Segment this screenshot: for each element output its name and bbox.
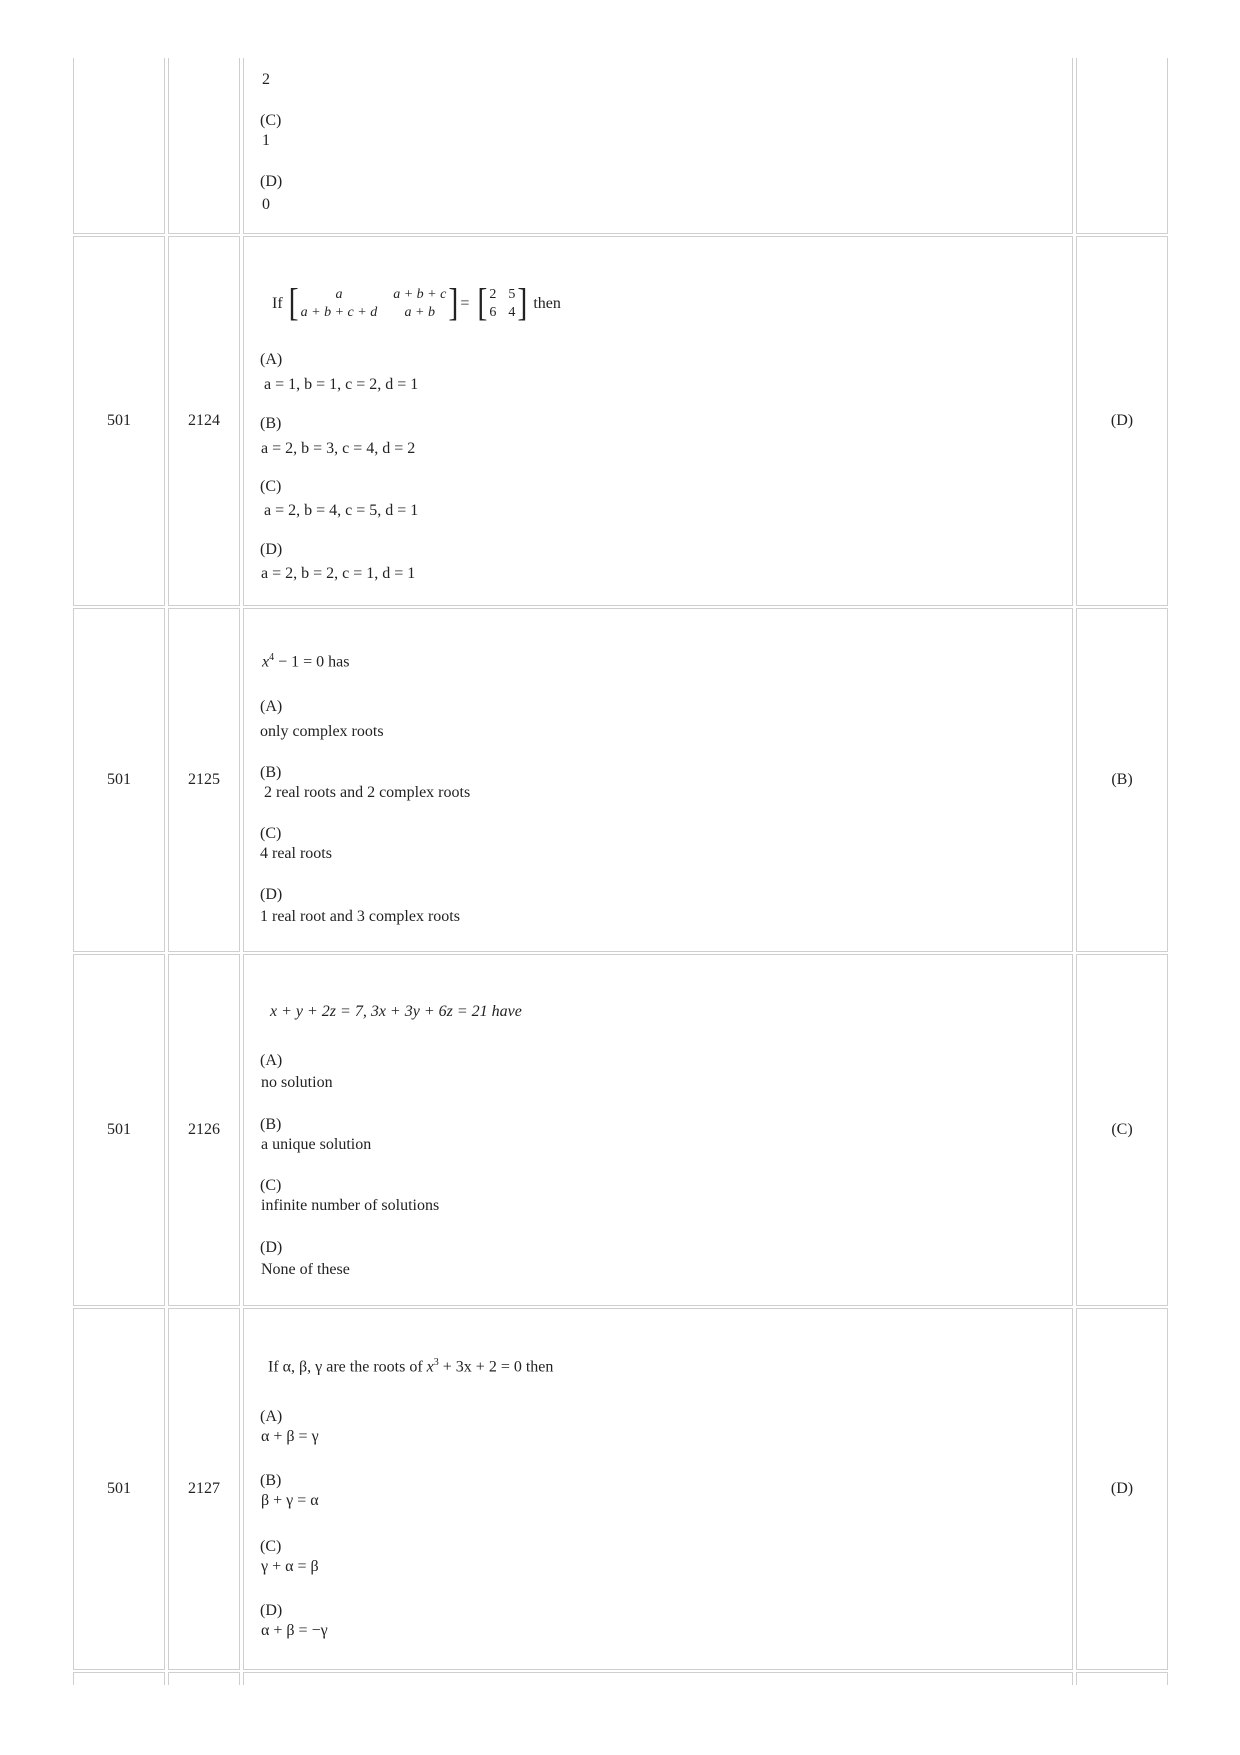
option-text: 0 [262,196,270,213]
qno-cell [168,954,240,1306]
bracket-left: [ [288,281,299,325]
table-row [73,608,1168,952]
matrix-left: [ a a + b + c a + b + c + d a + b ] [288,281,459,325]
question-cell [243,1672,1073,1685]
answer-cell [1076,236,1168,606]
answer-key: (D) [1110,412,1134,429]
option-letter: (D) [260,1602,283,1619]
question-number: 2126 [188,1121,220,1138]
option-letter: (B) [260,764,282,781]
answer-key: (C) [1111,1121,1133,1138]
paper-cell [73,1672,165,1685]
paper-cell [73,1308,165,1670]
option-letter: (B) [260,415,282,432]
answer-key: (D) [1110,1480,1134,1497]
table-row [73,236,1168,606]
paper-cell [73,608,165,952]
option-text: 2 [262,71,270,88]
option-letter: (D) [260,173,283,190]
option-letter: (B) [260,1472,282,1489]
answer-cell [1076,1672,1168,1685]
question-text: $x^4 - 1 = 0$ has [262,652,350,671]
question-number: 2125 [188,771,220,788]
table-row [73,58,1168,234]
qno-cell [168,608,240,952]
table-row [73,954,1168,1306]
option-letter: (B) [260,1116,282,1133]
question-number: 2124 [188,412,220,429]
paper-cell [73,236,165,606]
option-text: α + β = −γ [261,1622,328,1639]
question-cell [243,1308,1073,1670]
answer-key: (B) [1111,771,1133,788]
option-text: a = 2, b = 4, c = 5, d = 1 [264,502,419,519]
option-text: 4 real roots [260,845,332,862]
question-text: If α, β, γ are the roots of $x^3 + 3x + 2 = 0$ then [268,1357,554,1376]
answer-cell [1076,608,1168,952]
question-number: 2127 [188,1480,220,1497]
option-letter: (C) [260,1538,282,1555]
option-text: β + γ = α [261,1492,319,1509]
question-cell [243,236,1073,606]
option-letter: (A) [260,351,283,368]
bracket-right: ] [448,281,459,325]
paper-code: 501 [107,1480,131,1497]
question-cell [243,608,1073,952]
option-letter: (A) [260,698,283,715]
question-text: x + y + 2z = 7, 3x + 3y + 6z = 21 have [270,1003,522,1020]
option-letter: (C) [260,478,282,495]
option-text: no solution [261,1074,333,1091]
option-letter: (D) [260,541,283,558]
option-text: infinite number of solutions [261,1197,440,1214]
option-letter: (C) [260,825,282,842]
qno-cell [168,236,240,606]
option-text: a = 2, b = 2, c = 1, d = 1 [261,565,416,582]
question-text: If [ a a + b + c a + b + c + d a + b ] = [ 2 5 6 4 ] then [272,281,561,325]
option-letter: (D) [260,1239,283,1256]
paper-code: 501 [107,771,131,788]
qno-cell [168,1308,240,1670]
table-row [73,1672,1168,1685]
option-text: γ + α = β [261,1558,319,1575]
qno-cell [168,58,240,234]
answer-cell [1076,954,1168,1306]
option-letter: (C) [260,112,282,129]
option-text: a = 2, b = 3, c = 4, d = 2 [261,440,416,457]
paper-cell [73,58,165,234]
option-text: a = 1, b = 1, c = 2, d = 1 [264,376,419,393]
option-letter: (A) [260,1408,283,1425]
table-row [73,1308,1168,1670]
paper-code: 501 [107,1121,131,1138]
question-cell [243,58,1073,234]
qno-cell [168,1672,240,1685]
option-letter: (D) [260,886,283,903]
option-text: 2 real roots and 2 complex roots [264,784,471,801]
option-text: a unique solution [261,1136,372,1153]
paper-cell [73,954,165,1306]
answer-cell [1076,1308,1168,1670]
option-text: only complex roots [260,723,384,740]
paper-code: 501 [107,412,131,429]
option-text: 1 [262,132,270,149]
bracket-left: [ [477,281,488,325]
option-text: None of these [261,1261,350,1278]
option-letter: (C) [260,1177,282,1194]
option-text: α + β = γ [261,1428,319,1445]
option-letter: (A) [260,1052,283,1069]
bracket-right: ] [517,281,528,325]
matrix-right: [ 2 5 6 4 ] [477,281,528,325]
answer-cell [1076,58,1168,234]
option-text: 1 real root and 3 complex roots [260,908,460,925]
question-cell [243,954,1073,1306]
